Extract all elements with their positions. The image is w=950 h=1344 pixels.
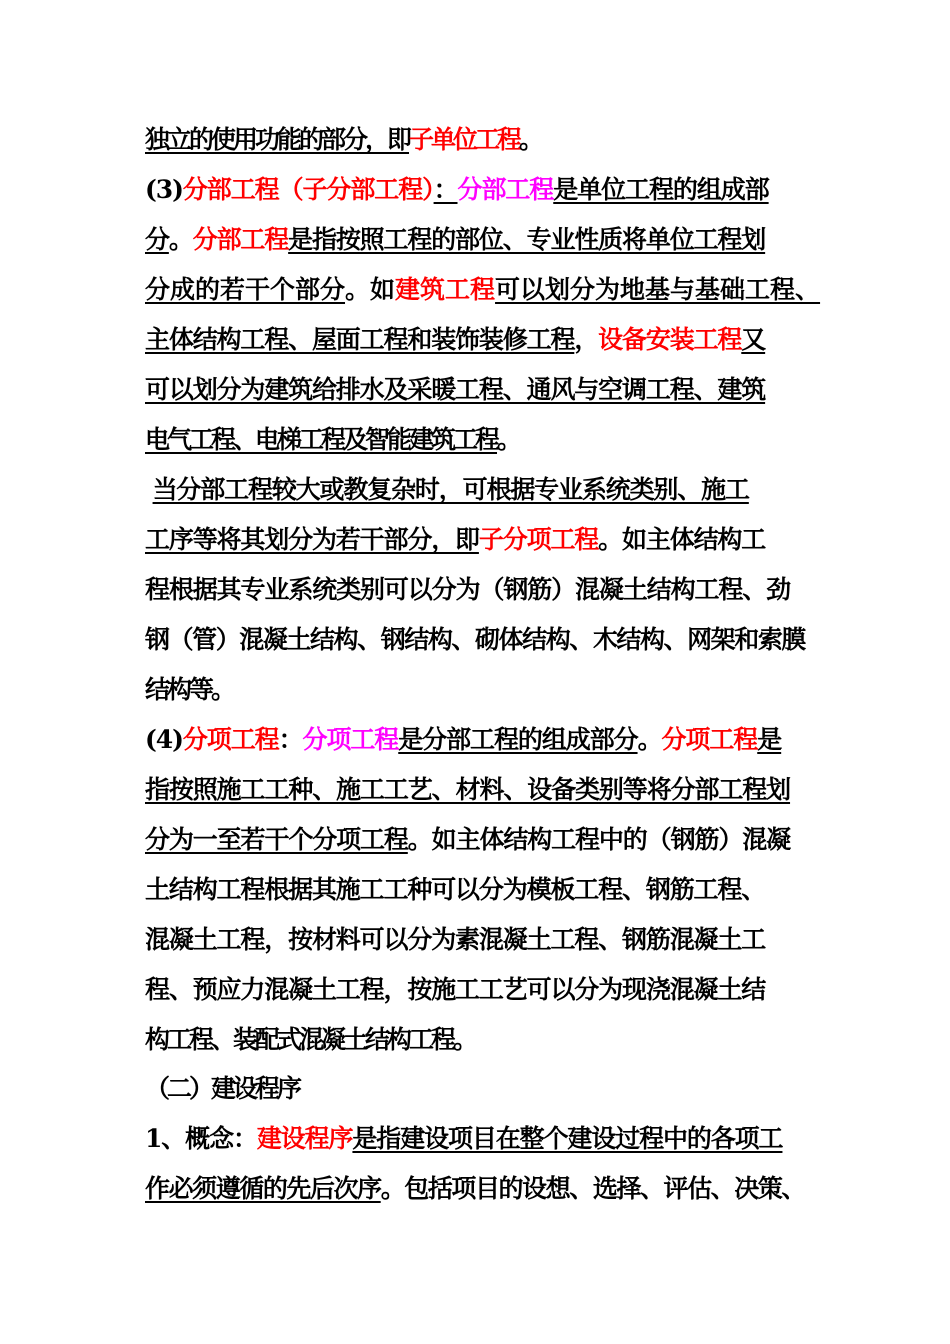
highlighted-term: 分部工程 <box>457 175 554 204</box>
text-run: 独立的使用功能的部分，即 <box>145 125 410 154</box>
text-run: 指按照施工工种、施工工艺、材料、设备类别等将分部工程划 <box>145 775 791 804</box>
text-line <box>145 1020 835 1060</box>
text-line <box>145 570 835 610</box>
text-line <box>145 870 835 910</box>
text-run: (4) <box>145 725 183 754</box>
text-line <box>145 120 835 160</box>
text-run: 是分部工程的组成部分 <box>398 725 638 754</box>
text-line <box>145 970 835 1010</box>
text-run: 钢（管）混凝土结构、钢结构、砌体结构、木结构、网架和索膜 <box>145 625 805 654</box>
text-line <box>145 1169 835 1209</box>
text-run: 结构等。 <box>145 675 234 704</box>
text-run: 作必须遵循的先后次序 <box>145 1174 381 1203</box>
text-run: 是指建设项目在整个建设过程中的各项工 <box>352 1124 783 1153</box>
text-run: 。如主体结构工程中的（钢筋）混凝 <box>407 825 791 854</box>
highlighted-term: 设备安装工程 <box>598 325 742 354</box>
text-line <box>145 820 835 860</box>
text-line <box>145 320 835 360</box>
text-line <box>145 770 835 810</box>
text-run: 分成的若干个部分 <box>145 275 346 304</box>
text-run: 是 <box>757 725 782 754</box>
text-run: 主体结构工程、屋面工程和装饰装修工程 <box>145 325 575 354</box>
highlighted-term: 建筑工程 <box>395 275 496 304</box>
text-run: 。包括项目的设想、选择、评估、决策、 <box>380 1174 805 1203</box>
text-run: 分为一至若干个分项工程 <box>145 825 408 854</box>
highlighted-term: 子分项工程 <box>478 525 599 554</box>
highlighted-term: 分项工程 <box>182 725 279 754</box>
highlighted-term: 分部工程 <box>192 225 289 254</box>
text-run: 可以划分为地基与基础工程、 <box>495 275 821 304</box>
text-run: 是单位工程的组成部 <box>553 175 769 204</box>
text-run: (3) <box>145 175 183 204</box>
text-line <box>145 1119 835 1159</box>
text-run: 。 <box>519 125 542 154</box>
text-line <box>145 220 835 260</box>
text-run: 分 <box>145 225 169 254</box>
text-run: 。 <box>168 225 193 254</box>
text-line <box>145 1069 835 1109</box>
highlighted-term: 分项工程 <box>302 725 399 754</box>
text-line <box>145 920 835 960</box>
text-run <box>145 475 153 504</box>
text-run: （二）建设程序 <box>145 1074 300 1103</box>
text-run: 1、概念： <box>145 1124 257 1153</box>
text-line <box>145 420 835 460</box>
text-line <box>145 620 835 660</box>
text-run: 可以划分为建筑给排水及采暖工程、通风与空调工程、建筑 <box>145 375 766 404</box>
text-run: 是指按照工程的部位、专业性质将单位工程划 <box>288 225 766 254</box>
highlighted-term: 子单位工程 <box>409 125 520 154</box>
text-run: 又 <box>741 325 766 354</box>
text-run: 电气工程、电梯工程及智能建筑工程 <box>145 425 498 454</box>
text-run: 程根据其专业系统类别可以分为（钢筋）混凝土结构工程、劲 <box>145 575 791 604</box>
text-line <box>145 270 835 310</box>
text-run: ： <box>433 175 458 204</box>
text-run: 当分部工程较大或教复杂时，可根据专业系统类别、施工 <box>152 475 749 504</box>
text-run: 程、预应力混凝土工程，按施工工艺可以分为现浇混凝土结 <box>145 975 766 1004</box>
text-line <box>145 720 835 760</box>
highlighted-term: 分部工程（子分部工程） <box>182 175 434 204</box>
text-run: ， <box>574 325 599 354</box>
text-line <box>145 170 835 210</box>
text-run: 混凝土工程，按材料可以分为素混凝土工程、钢筋混凝土工 <box>145 925 766 954</box>
text-run: 构工程、装配式混凝土结构工程。 <box>145 1025 476 1054</box>
text-run: 。 <box>637 725 662 754</box>
text-run: 工序等将其划分为若干部分，即 <box>145 525 479 554</box>
text-line <box>145 470 835 510</box>
text-line <box>145 370 835 410</box>
text-run: 。如 <box>345 275 396 304</box>
text-run: 土结构工程根据其施工工种可以分为模板工程、钢筋工程、 <box>145 875 766 904</box>
text-run: ： <box>278 725 303 754</box>
text-line <box>145 670 835 710</box>
text-line <box>145 520 835 560</box>
highlighted-term: 分项工程 <box>661 725 758 754</box>
text-run: 。 <box>497 425 520 454</box>
text-run: 。如主体结构工 <box>598 525 766 554</box>
highlighted-term: 建设程序 <box>256 1124 353 1153</box>
